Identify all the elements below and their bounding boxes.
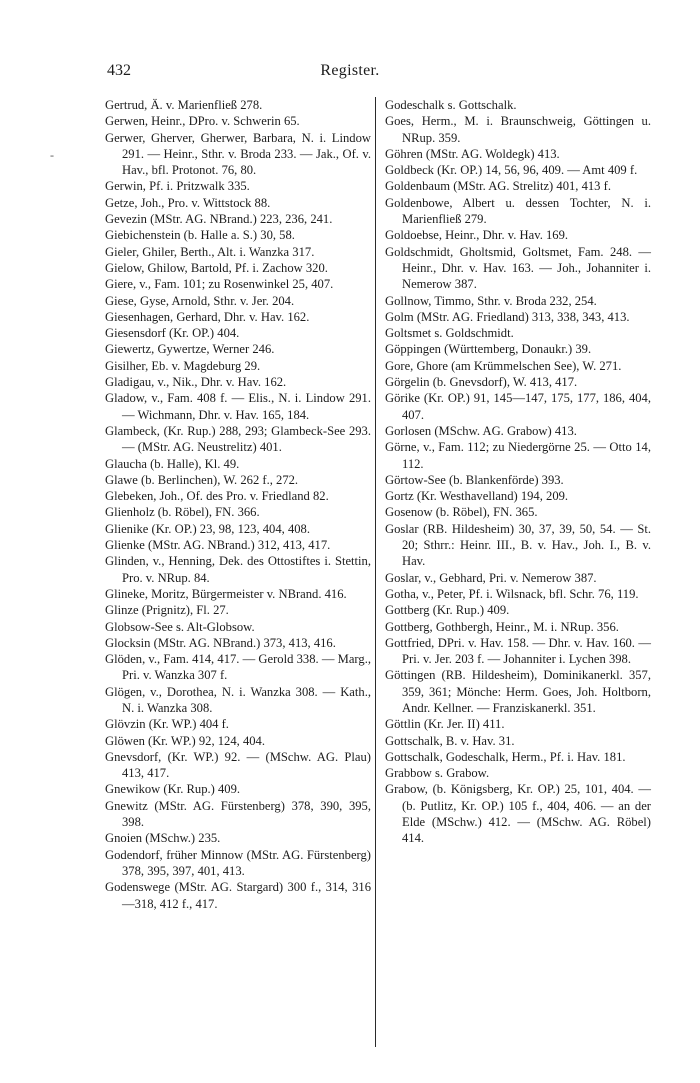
left-column [105,97,371,912]
index-entry: Glinze (Prignitz), Fl. 27. [105,603,229,618]
index-entry: Gore, Ghore (am Krümmelschen See), W. 271. [385,358,622,373]
page-number: 432 [107,62,131,79]
index-entry: Gieler, Ghiler, Berth., Alt. i. Wanzka 317. [105,244,315,259]
index-entry: Glövzin (Kr. WP.) 404 f. [105,717,229,732]
index-entry: Görne, v., Fam. 112; zu Niedergörne 25. — Otto 14, 112. [385,440,651,471]
index-entry: Goldschmidt, Gholtsmid, Goltsmet, Fam. 248. — Heinr., Dhr. v. Hav. 163. — Joh., Johanniter i. Nemerow 387. [385,244,651,292]
index-entry: Glebeken, Joh., Of. des Pro. v. Friedland 82. [105,489,329,504]
right-column [385,97,651,847]
index-entry: Gisilher, Eb. v. Magdeburg 29. [105,358,261,373]
index-entry: Grabow, (b. Königsberg, Kr. OP.) 25, 101, 404. — (b. Putlitz, Kr. OP.) 105 f., 404, 406. — an der Elde (MSchw.) 412. — (MSchw. AG. Röbel) 414. [385,782,651,846]
index-entry: Gortz (Kr. Westhavelland) 194, 209. [385,489,569,504]
index-entry: Gevezin (MStr. AG. NBrand.) 223, 236, 241. [105,212,333,227]
index-entry: Gottberg, Gothbergh, Heinr., M. i. NRup. 356. [385,619,619,634]
index-entry: Gladigau, v., Nik., Dhr. v. Hav. 162. [105,375,287,390]
index-entry: Goldoebse, Heinr., Dhr. v. Hav. 169. [385,228,569,243]
index-entry: Göppingen (Württemberg, Donaukr.) 39. [385,342,592,357]
index-entry: Glöden, v., Fam. 414, 417. — Gerold 338. — Marg., Pri. v. Wanzka 307 f. [105,652,371,683]
index-entry: Gerwer, Gherver, Gherwer, Barbara, N. i. Lindow 291. — Heinr., Sthr. v. Broda 233. — Jak., Of. v. Hav., bfl. Protonot. 76, 80. [105,130,371,178]
index-entry: Gerwin, Pf. i. Pritzwalk 335. [105,179,250,194]
index-entry: Goltsmet s. Goldschmidt. [385,326,514,341]
index-entry: Godenswege (MStr. AG. Stargard) 300 f., 314, 316—318, 412 f., 417. [105,880,371,911]
margin-mark: - [50,148,54,162]
index-entry: Goslar (RB. Hildesheim) 30, 37, 39, 50, 54. — St. 20; Sthrr.: Heinr. III., B. v. Hav., Joh. I., B. v. Hav. [385,521,651,569]
index-entry: Glienholz (b. Röbel), FN. 366. [105,505,260,520]
index-entry: Gottfried, DPri. v. Hav. 158. — Dhr. v. Hav. 160. — Pri. v. Jer. 203 f. — Johanniter i. Lychen 398. [385,635,651,667]
running-head: Register. [320,62,380,79]
index-entry: Globsow-See s. Alt-Globsow. [105,619,255,634]
index-entry: Gotha, v., Peter, Pf. i. Wilsnack, bfl. Schr. 76, 119. [385,586,639,601]
index-entry: Glienke (MStr. AG. NBrand.) 312, 413, 417. [105,538,331,553]
index-entry: Goldenbaum (MStr. AG. Strelitz) 401, 413 f. [385,179,611,194]
index-entry: Getze, Joh., Pro. v. Wittstock 88. [105,195,271,210]
index-entry: Gottschalk, Godeschalk, Herm., Pf. i. Hav. 181. [385,749,626,764]
index-entry: Görtow-See (b. Blankenförde) 393. [385,472,564,487]
index-entry: Gottschalk, B. v. Hav. 31. [385,733,515,748]
index-entry: Godeschalk s. Gottschalk. [385,98,517,112]
index-entry: Giesenhagen, Gerhard, Dhr. v. Hav. 162. [105,309,310,324]
index-entry: Golm (MStr. AG. Friedland) 313, 338, 343, 413. [385,309,630,324]
index-entry: Gielow, Ghilow, Bartold, Pf. i. Zachow 320. [105,260,328,275]
index-entry: Gertrud, Ä. v. Marienfließ 278. [105,98,263,112]
index-entry: Glambeck, (Kr. Rup.) 288, 293; Glambeck-See 293. — (MStr. AG. Neustrelitz) 401. [105,423,371,455]
index-entry: Giewertz, Gywertze, Werner 246. [105,342,275,357]
index-entry: Godendorf, früher Minnow (MStr. AG. Fürstenberg) 378, 395, 397, 401, 413. [105,847,371,878]
index-entry: Görgelin (b. Gnevsdorf), W. 413, 417. [385,375,578,390]
index-entry: Glögen, v., Dorothea, N. i. Wanzka 308. — Kath., N. i. Wanzka 308. [105,684,371,715]
index-entry: Goldbeck (Kr. OP.) 14, 56, 96, 409. — Amt 409 f. [385,163,638,178]
index-entry: Göttlin (Kr. Jer. II) 411. [385,717,505,732]
index-entry: Goslar, v., Gebhard, Pri. v. Nemerow 387. [385,570,597,585]
index-entry: Giese, Gyse, Arnold, Sthr. v. Jer. 204. [105,293,295,308]
index-entry: Göttingen (RB. Hildesheim), Dominikanerkl. 357, 359, 361; Mönche: Herm. Goes, Joh. Holtborn, Andr. Kellner. — Franziskanerkl. 351. [385,668,651,715]
index-entry: Giesensdorf (Kr. OP.) 404. [105,326,240,341]
index-entry: Gottberg (Kr. Rup.) 409. [385,603,510,618]
index-entry: Giere, v., Fam. 101; zu Rosenwinkel 25, 407. [105,277,334,292]
index-entry: Glinden, v., Henning, Dek. des Ottostiftes i. Stettin, Pro. v. NRup. 84. [105,554,371,585]
index-entry: Glaucha (b. Halle), Kl. 49. [105,456,240,471]
index-entry: Glineke, Moritz, Bürgermeister v. NBrand. 416. [105,586,347,601]
index-entry: Gollnow, Timmo, Sthr. v. Broda 232, 254. [385,293,597,308]
index-entry: Gosenow (b. Röbel), FN. 365. [385,505,538,520]
index-entry: Gnewikow (Kr. Rup.) 409. [105,782,241,797]
index-entry: Gorlosen (MSchw. AG. Grabow) 413. [385,423,577,438]
index-entry: Gnoien (MSchw.) 235. [105,831,221,846]
index-entry: Glienike (Kr. OP.) 23, 98, 123, 404, 408. [105,521,310,536]
index-entry: Glöwen (Kr. WP.) 92, 124, 404. [105,733,265,748]
index-entry: Goes, Herm., M. i. Braunschweig, Göttingen u. NRup. 359. [385,114,651,145]
index-entry: Glocksin (MStr. AG. NBrand.) 373, 413, 416. [105,635,336,650]
index-entry: Görike (Kr. OP.) 91, 145—147, 175, 177, 186, 404, 407. [385,391,651,422]
index-entry: Gnewitz (MStr. AG. Fürstenberg) 378, 390, 395, 398. [105,798,371,830]
index-entry: Giebichenstein (b. Halle a. S.) 30, 58. [105,228,295,243]
index-entry: Göhren (MStr. AG. Woldegk) 413. [385,146,560,161]
index-entry: Gnevsdorf, (Kr. WP.) 92. — (MSchw. AG. Plau) 413, 417. [105,749,371,781]
index-entry: Goldenbowe, Albert u. dessen Tochter, N. i. Marienfließ 279. [385,195,651,227]
column-divider [375,97,376,1047]
index-entry: Grabbow s. Grabow. [385,766,490,781]
index-entry: Gerwen, Heinr., DPro. v. Schwerin 65. [105,114,300,129]
index-entry: Glawe (b. Berlinchen), W. 262 f., 272. [105,472,299,487]
index-entry: Gladow, v., Fam. 408 f. — Elis., N. i. Lindow 291. — Wichmann, Dhr. v. Hav. 165, 184. [105,391,371,422]
